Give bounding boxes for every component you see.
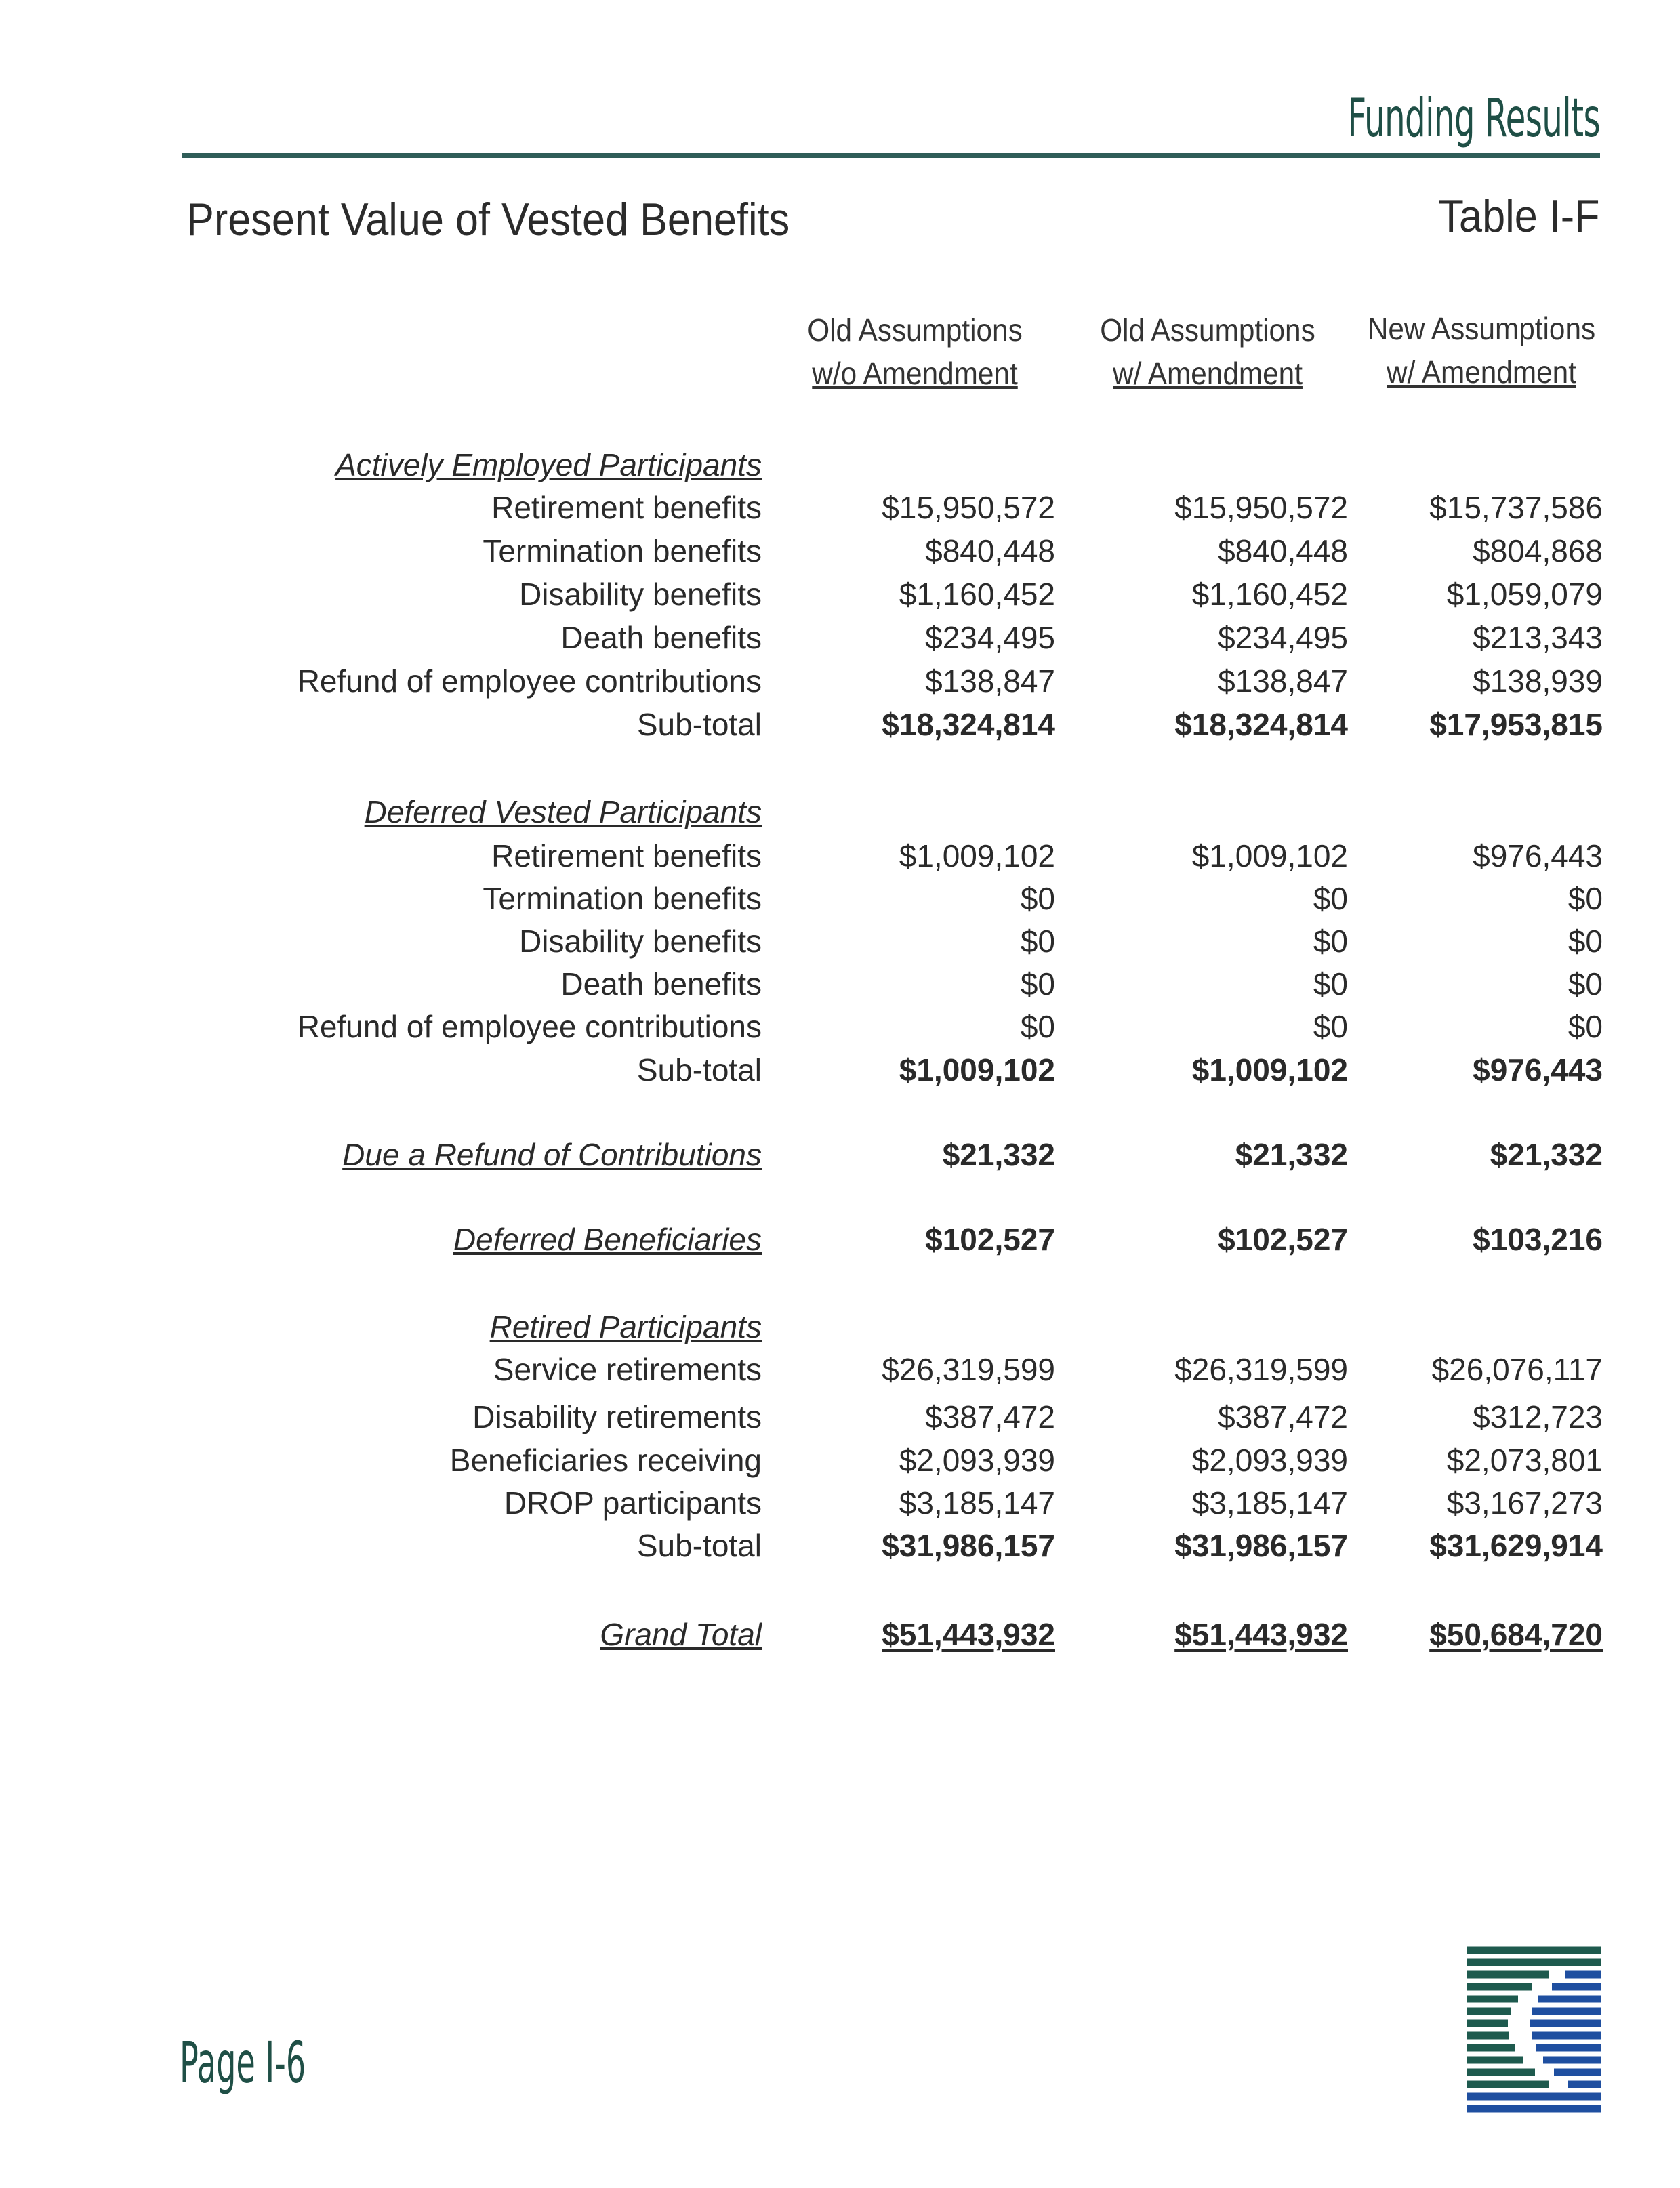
table-row: Disability benefits $0 $0 $0 <box>519 924 1603 959</box>
table-row: Death benefits $0 $0 $0 <box>560 966 1603 1002</box>
subtotal-row: Sub-total $1,009,102 $1,009,102 $976,443 <box>636 1052 1603 1088</box>
deferred-beneficiaries-row: Deferred Beneficiaries $102,527 $102,527 $103,216 <box>453 1222 1603 1257</box>
subtotal-row: Sub-total $18,324,814 $18,324,814 $17,953,815 <box>636 707 1603 742</box>
section-heading-retired: Retired Participants <box>489 1309 762 1344</box>
page-number: Page I-6 <box>180 2029 306 2096</box>
table-row: Termination benefits $0 $0 $0 <box>483 881 1603 916</box>
table-row: Beneficiaries receiving $2,093,939 $2,093,939 $2,073,801 <box>449 1443 1603 1478</box>
header-divider <box>182 153 1600 158</box>
section-heading-active: Actively Employed Participants <box>335 447 762 482</box>
table-row: Termination benefits $840,448 $840,448 $804,868 <box>483 533 1603 569</box>
table-row: Disability retirements $387,472 $387,472 $312,723 <box>472 1399 1603 1434</box>
table-row: Retirement benefits $1,009,102 $1,009,102 $976,443 <box>491 838 1603 873</box>
company-logo-icon <box>1467 1945 1601 2121</box>
subtotal-row: Sub-total $31,986,157 $31,986,157 $31,629,914 <box>636 1528 1603 1563</box>
grand-total-row: Grand Total $51,443,932 $51,443,932 $50,684,720 <box>600 1617 1603 1652</box>
section-title: Funding Results <box>1347 88 1600 149</box>
table-row: Death benefits $234,495 $234,495 $213,343 <box>560 620 1603 655</box>
table-row: Refund of employee contributions $0 $0 $0 <box>297 1009 1603 1044</box>
table-id: Table I-F <box>1438 190 1600 242</box>
table-row: Service retirements $26,319,599 $26,319,599 $26,076,117 <box>493 1352 1603 1387</box>
table-row: Refund of employee contributions $138,847 $138,847 $138,939 <box>297 663 1603 699</box>
page-title: Present Value of Vested Benefits <box>186 194 790 245</box>
column-header-old-wo-amendment: Old Assumptions w/o Amendment <box>807 312 1023 391</box>
table-row: Retirement benefits $15,950,572 $15,950,572 $15,737,586 <box>491 490 1603 525</box>
section-heading-deferred-vested: Deferred Vested Participants <box>364 794 762 829</box>
column-header-old-w-amendment: Old Assumptions w/ Amendment <box>1100 312 1315 391</box>
column-header-new-w-amendment: New Assumptions w/ Amendment <box>1367 311 1596 390</box>
table-row: DROP participants $3,185,147 $3,185,147 $3,167,273 <box>504 1485 1603 1521</box>
due-refund-row: Due a Refund of Contributions $21,332 $21,332 $21,332 <box>342 1137 1603 1172</box>
table-row: Disability benefits $1,160,452 $1,160,452 $1,059,079 <box>519 577 1603 612</box>
